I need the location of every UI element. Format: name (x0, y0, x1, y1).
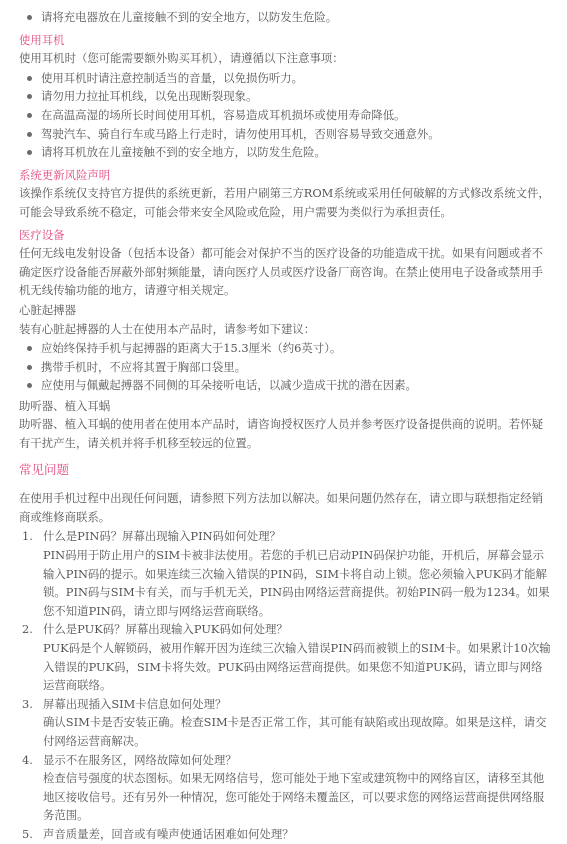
bullet-icon (27, 76, 32, 81)
bullet-text: 请勿用力拉扯耳机线，以免出现断裂现象。 (41, 89, 258, 104)
hearing-aid-text: 助听器、植入耳蜗的使用者在使用本产品时，请咨询授权医疗人员并参考医疗设备提供商的说明。若怀疑有干扰产生，请关机并将手机移至较远的位置。 (19, 417, 543, 451)
charger-bullet-list (19, 8, 551, 27)
hearing-aid-title: 助听器、植入耳蜗 (19, 398, 111, 413)
system-update-text: 该操作系统仅支持官方提供的系统更新，若用户刷第三方ROM系统或采用任何破解的方式修改系统文件，可能会导致系统不稳定，可能会带来安全风险或危险，用户需要为类似行为承担责任。 (19, 186, 550, 219)
faq-number: 2. (22, 622, 33, 637)
list-item (19, 143, 551, 162)
list-item (19, 125, 551, 144)
faq-item (19, 751, 551, 825)
earphones-bullet-list (19, 69, 551, 162)
bullet-icon (27, 132, 32, 137)
faq-question: 显示不在服务区，网络故障如何处理？ (43, 752, 237, 767)
pacemaker-bullet-list (19, 339, 551, 395)
bullet-icon (27, 346, 32, 351)
bullet-text: 请将耳机放在儿童接触不到的安全地方，以防发生危险。 (41, 145, 326, 160)
bullet-icon (27, 113, 32, 118)
faq-question: 声音质量差，回音或有噪声使通话困难如何处理？ (43, 826, 294, 841)
system-update-heading: 系统更新风险声明 (19, 167, 111, 182)
faq-heading: 常见问题 (19, 461, 70, 477)
faq-item (19, 620, 551, 694)
list-item (19, 106, 551, 125)
list-item (19, 69, 551, 88)
list-item (19, 339, 551, 358)
faq-answer: 确认SIM卡是否安装正确。检查SIM卡是否正常工作，其可能有缺陷或出现故障。如果是这样，请交付网络运营商解决。 (43, 715, 547, 748)
bullet-icon (27, 150, 32, 155)
faq-answer: PIN码用于防止用户的SIM卡被非法使用。若您的手机已启动PIN码保护功能，开机后，屏幕会显示输入PIN码的提示。如果连续三次输入错误的PIN码，SIM卡将自动上锁。您必须输入PUK码才能解锁。PIN码与SIM卡有关，而与手机无关，PIN码由网络运营商提供。初始PIN码一般为1234。如果您不知道PIN码，请立即与网络运营商联络。 (43, 548, 550, 618)
faq-number: 1. (22, 529, 33, 544)
bullet-text: 使用耳机时请注意控制适当的音量，以免损伤听力。 (41, 70, 303, 85)
faq-item (19, 527, 551, 620)
bullet-icon (27, 15, 32, 20)
bullet-text: 在高温高湿的场所长时间使用耳机，容易造成耳机损坏或使用寿命降低。 (41, 107, 406, 122)
earphones-heading: 使用耳机 (19, 32, 65, 47)
faq-answer: PUK码是个人解锁码，被用作解开因为连续三次输入错误PIN码而被锁上的SIM卡。如果累计10次输入错误的PUK码，SIM卡将失效。PUK码由网络运营商提供。如果您不知道PUK码，请立即与网络运营商联络。 (43, 641, 551, 693)
medical-heading: 医疗设备 (19, 227, 65, 242)
list-item (19, 358, 551, 377)
faq-number: 5. (22, 826, 33, 841)
faq-item (19, 695, 551, 751)
list-item (19, 87, 551, 106)
earphones-intro: 使用耳机时（您可能需要额外购买耳机），请遵循以下注意事项： (19, 51, 344, 66)
faq-question: 屏幕出现插入SIM卡信息如何处理？ (43, 696, 227, 711)
bullet-text: 请将充电器放在儿童接触不到的安全地方，以防发生危险。 (41, 10, 338, 24)
bullet-text: 携带手机时，不应将其置于胸部口袋里。 (41, 359, 247, 374)
list-item (19, 376, 551, 395)
pacemaker-title: 心脏起搏器 (19, 302, 76, 317)
bullet-text: 应始终保持手机与起搏器的距离大于15.3厘米（约6英寸）。 (41, 341, 342, 356)
faq-number: 4. (22, 752, 33, 767)
bullet-icon (27, 365, 32, 370)
list-item (19, 8, 551, 27)
faq-question: 什么是PIN码？屏幕出现输入PIN码如何处理？ (43, 529, 281, 544)
bullet-icon (27, 383, 32, 388)
faq-list (19, 527, 551, 843)
bullet-text: 应使用与佩戴起搏器不同侧的耳朵接听电话，以减少造成干扰的潜在因素。 (41, 378, 417, 393)
pacemaker-intro: 装有心脏起搏器的人士在使用本产品时，请参考如下建议： (19, 321, 316, 336)
bullet-text: 驾驶汽车、骑自行车或马路上行走时，请勿使用耳机，否则容易导致交通意外。 (41, 126, 440, 141)
faq-number: 3. (22, 696, 33, 711)
faq-intro: 在使用手机过程中出现任何问题，请参照下列方法加以解决。如果问题仍然存在，请立即与联想指定经销商或维修商联系。 (19, 491, 543, 524)
faq-answer: 检查信号强度的状态图标。如果无网络信号，您可能处于地下室或建筑物中的网络盲区，请移至其他地区接收信号。还有另外一种情况，您可能处于网络未覆盖区，可以要求您的网络运营商提供网络服务范围。 (43, 771, 545, 823)
medical-text: 任何无线电发射设备（包括本设备）都可能会对保护不当的医疗设备的功能造成干扰。如果有问题或者不确定医疗设备能否屏蔽外部射频能量，请向医疗人员或医疗设备厂商咨询。在禁止使用电子设备或禁用手机无线传输功能的地方，请遵守相关规定。 (19, 246, 543, 298)
faq-question: 什么是PUK码？屏幕出现输入PUK码如何处理？ (43, 622, 288, 637)
bullet-icon (27, 94, 32, 99)
